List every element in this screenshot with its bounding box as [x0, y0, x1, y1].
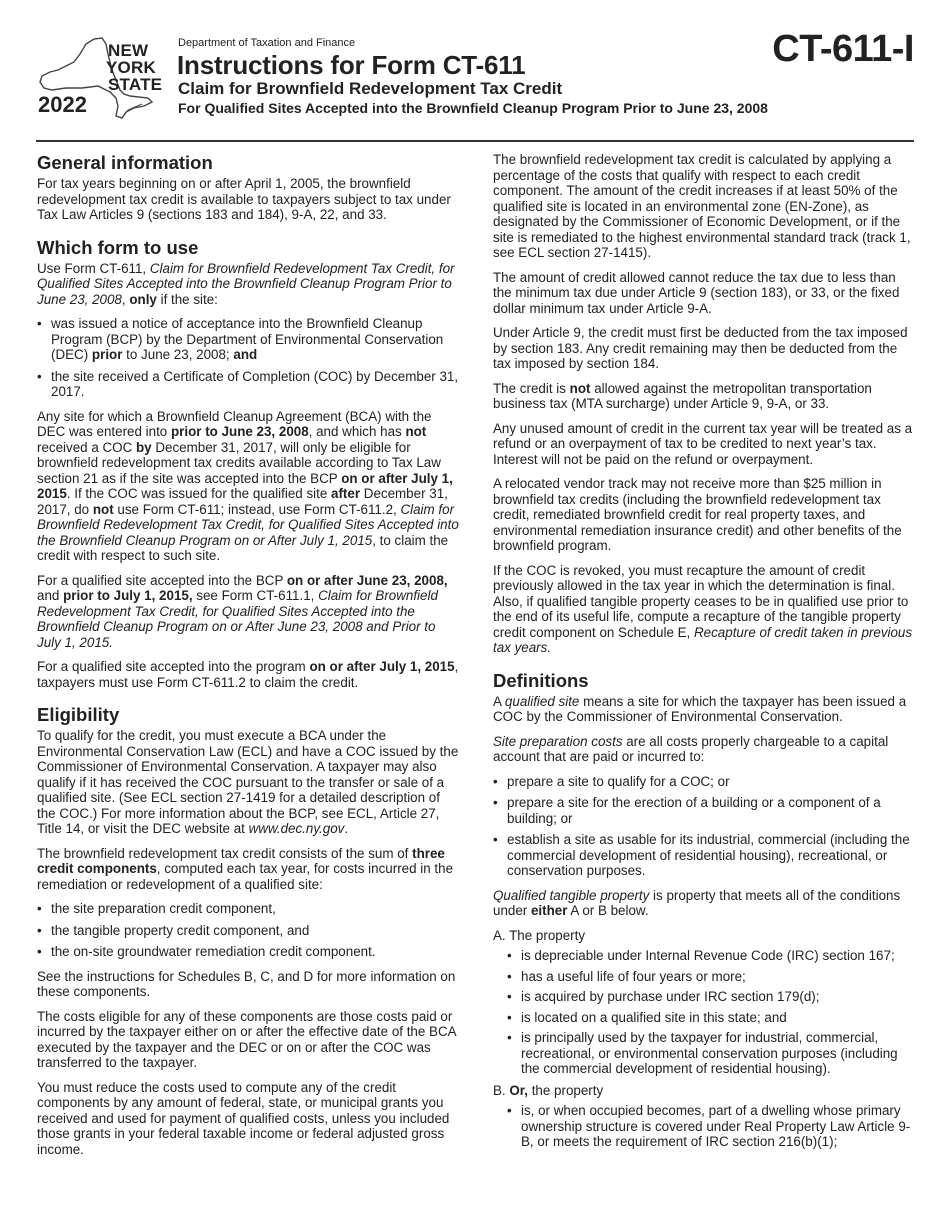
logo-year: 2022 [38, 92, 87, 117]
page-subtitle: Claim for Brownfield Redevelopment Tax Credit [178, 79, 563, 98]
nys-logo [36, 36, 176, 122]
form-number: CT-611-I [772, 28, 914, 70]
components-list [37, 901, 461, 960]
paragraph-qualified-tangible: Qualified tangible property is property that meets all of the conditions under either A or B below. [493, 887, 901, 918]
header-divider [36, 140, 914, 142]
department-name: Department of Taxation and Finance [178, 37, 356, 49]
list-item: • establish a site as usable for its industrial, commercial (including the commercial development of residential housing), recreational, or conservation purposes. [493, 832, 915, 879]
list-item: • is depreciable under Internal Revenue Code (IRC) section 167; [507, 948, 915, 964]
list-item: • is, or when occupied becomes, part of a dwelling whose primary ownership structure is covered under Real Property Law Article 9-B, or meets the requirement of IRC section 216(b)(1); [507, 1103, 915, 1150]
list-item: • the site received a Certificate of Completion (COC) by December 31, 2017. [37, 369, 461, 400]
paragraph-recapture: If the COC is revoked, you must recapture the amount of credit previously allowed in the tax year in which the determination is final. Also, if qualified tangible property ceases to be in qualified use prior to the end of its useful life, compute a recapture of the tangible property credit component on Schedule E, Recapture of credit taken in previous tax years. [493, 562, 913, 655]
paragraph-relocated-vendor: A relocated vendor track may not receive more than $25 million in brownfield tax credits (including the brownfield redevelopment tax credit, remediated brownfield credit for real property taxes, and environmental remediation insurance credit) and other benefits of the brownfield program. [493, 476, 902, 553]
paragraph-eligible-costs: The costs eligible for any of these components are those costs paid or incurred by the taxpayer either on or after the effective date of the BCA executed by the taxpayer and the DEC or on or after the COC was transferred to the taxpayer. [37, 1008, 456, 1070]
condition-a-list [493, 948, 915, 1077]
condition-b-label: B. Or, the property [493, 1082, 604, 1098]
list-item: • is acquired by purchase under IRC section 179(d); [507, 989, 915, 1005]
condition-b-list [493, 1103, 915, 1150]
list-item: • the tangible property credit component, and [37, 923, 461, 939]
heading-definitions: Definitions [493, 669, 589, 691]
logo-word-new: NEW [108, 41, 149, 60]
paragraph-qualified-site-2015: For a qualified site accepted into the program on or after July 1, 2015, taxpayers must use Form CT-611.2 to claim the credit. [37, 659, 459, 690]
paragraph-reduce-costs: You must reduce the costs used to compute any of the credit components by any amount of federal, state, or municipal grants you received and used for payment of qualified costs, unless you included those grants in your federal taxable income or federal adjusted gross income. [37, 1079, 450, 1157]
paragraph-components: The brownfield redevelopment tax credit consists of the sum of three credit components, computed each tax year, for costs incurred in the remediation or redevelopment of a qualified site: [37, 845, 454, 892]
logo-word-state: STATE [108, 75, 163, 94]
paragraph-article-9: Under Article 9, the credit must first be deducted from the tax imposed by section 183. Any credit remaining may then be deducted from the tax imposed by section 184. [493, 325, 908, 371]
paragraph-qualified-site-2008: For a qualified site accepted into the BCP on or after June 23, 2008, and prior to July 1, 2015, see Form CT-611.1, Claim for Brownfield Redevelopment Tax Credit, for Qualified Sites Accepted into the Brownfield Cleanup Program on or After June 23, 2008 and Prior to July 1, 2015. [37, 572, 448, 650]
heading-eligibility: Eligibility [37, 704, 120, 725]
paragraph-eligibility: To qualify for the credit, you must execute a BCA under the Environmental Conservation Law (ECL) and have a COC issued by the Commissioner of Environmental Conservation. A taxpayer may also qualify if it has received the COC pursuant to the transfer or sale of a qualified site. (See ECL section 27-1419 for a detailed description of the COC.) For more information about the BCP, see ECL, Article 27, Title 14, or visit the DEC website at www.dec.ny.gov. [37, 728, 459, 836]
list-item: • the on-site groundwater remediation credit component. [37, 944, 461, 960]
paragraph-credit-amount: The amount of credit allowed cannot reduce the tax due to less than the minimum tax due under Article 9 (section 183), or 33, or the fixed dollar minimum tax under Article 9-A. [493, 269, 900, 316]
page-subtitle-2: For Qualified Sites Accepted into the Brownfield Cleanup Program Prior to June 23, 2008 [178, 100, 768, 116]
paragraph-which-form: Use Form CT-611, Claim for Brownfield Redevelopment Tax Credit, for Qualified Sites Accepted into the Brownfield Cleanup Program Prior to June 23, 2008, only if the site: [37, 260, 455, 307]
page-title: Instructions for Form CT-611 [177, 50, 526, 80]
paragraph-general: For tax years beginning on or after April 1, 2005, the brownfield redevelopment tax credit is available to taxpayers subject to tax under Tax Law Articles 9 (sections 183 and 184), 9-A, 22, and 33. [37, 176, 451, 222]
paragraph-unused-credit: Any unused amount of credit in the current tax year will be treated as a refund or an overpayment of tax to be credited to next year’s tax. Interest will not be paid on the refund or overpayment. [493, 420, 913, 467]
logo-word-york: YORK [106, 58, 156, 77]
site-prep-list [493, 774, 915, 879]
list-item: • prepare a site to qualify for a COC; or [493, 774, 915, 790]
paragraph-mta: The credit is not allowed against the metropolitan transportation business tax (MTA surcharge) under Article 9, 9-A, or 33. [493, 380, 872, 411]
right-column [493, 152, 915, 1156]
heading-which-form: Which form to use [37, 236, 199, 258]
which-form-list [37, 316, 461, 400]
left-column [37, 152, 461, 1166]
dec-website-link: www.dec.ny.gov [248, 821, 345, 836]
paragraph-site-prep: Site preparation costs are all costs properly chargeable to a capital account that are paid or incurred to: [493, 733, 889, 764]
paragraph-qualified-site: A qualified site means a site for which the taxpayer has been issued a COC by the Commissioner of Environmental Conservation. [493, 693, 907, 724]
list-item: • was issued a notice of acceptance into the Brownfield Cleanup Program (BCP) by the Department of Environmental Conservation (DEC) prior to June 23, 2008; and [37, 316, 461, 363]
list-item: • prepare a site for the erection of a building or a component of a building; or [493, 795, 915, 826]
condition-a-label: A. The property [493, 927, 586, 943]
list-item: • the site preparation credit component, [37, 901, 461, 917]
heading-general-information: General information [37, 152, 213, 173]
list-item: • is located on a qualified site in this state; and [507, 1010, 915, 1026]
list-item: • has a useful life of four years or more; [507, 969, 915, 985]
list-item: • is principally used by the taxpayer for industrial, commercial, recreational, or environmental conservation purposes (including the commercial development of residential housing). [507, 1030, 915, 1077]
paragraph-bca: Any site for which a Brownfield Cleanup Agreement (BCA) with the DEC was entered into prior to June 23, 2008, and which has not received a COC by December 31, 2017, will only be eligible for brownfield redevelopment tax credits available according to Tax Law section 21 as if the site was accepted into the BCP on or after July 1, 2015. If the COC was issued for the qualified site after December 31, 2017, do not use Form CT-611; instead, use Form CT-611.2, Claim for Brownfield Redevelopment Tax Credit, for Qualified Sites Accepted into the Brownfield Cleanup Program on or After July 1, 2015, to claim the credit with respect to such site. [37, 408, 459, 563]
page-header [0, 0, 950, 146]
paragraph-calculation: The brownfield redevelopment tax credit is calculated by applying a percentage of the costs that qualify with respect to each credit component. The amount of the credit increases if at least 50% of the qualified site is located in an environmental zone (EN-Zone), as designated by the Commissioner of Economic Development, or if the site is remediated to the highest environmental standard track (track 1, see ECL section 27-1415). [493, 152, 911, 260]
paragraph-see-schedules: See the instructions for Schedules B, C, and D for more information on these components. [37, 968, 456, 999]
